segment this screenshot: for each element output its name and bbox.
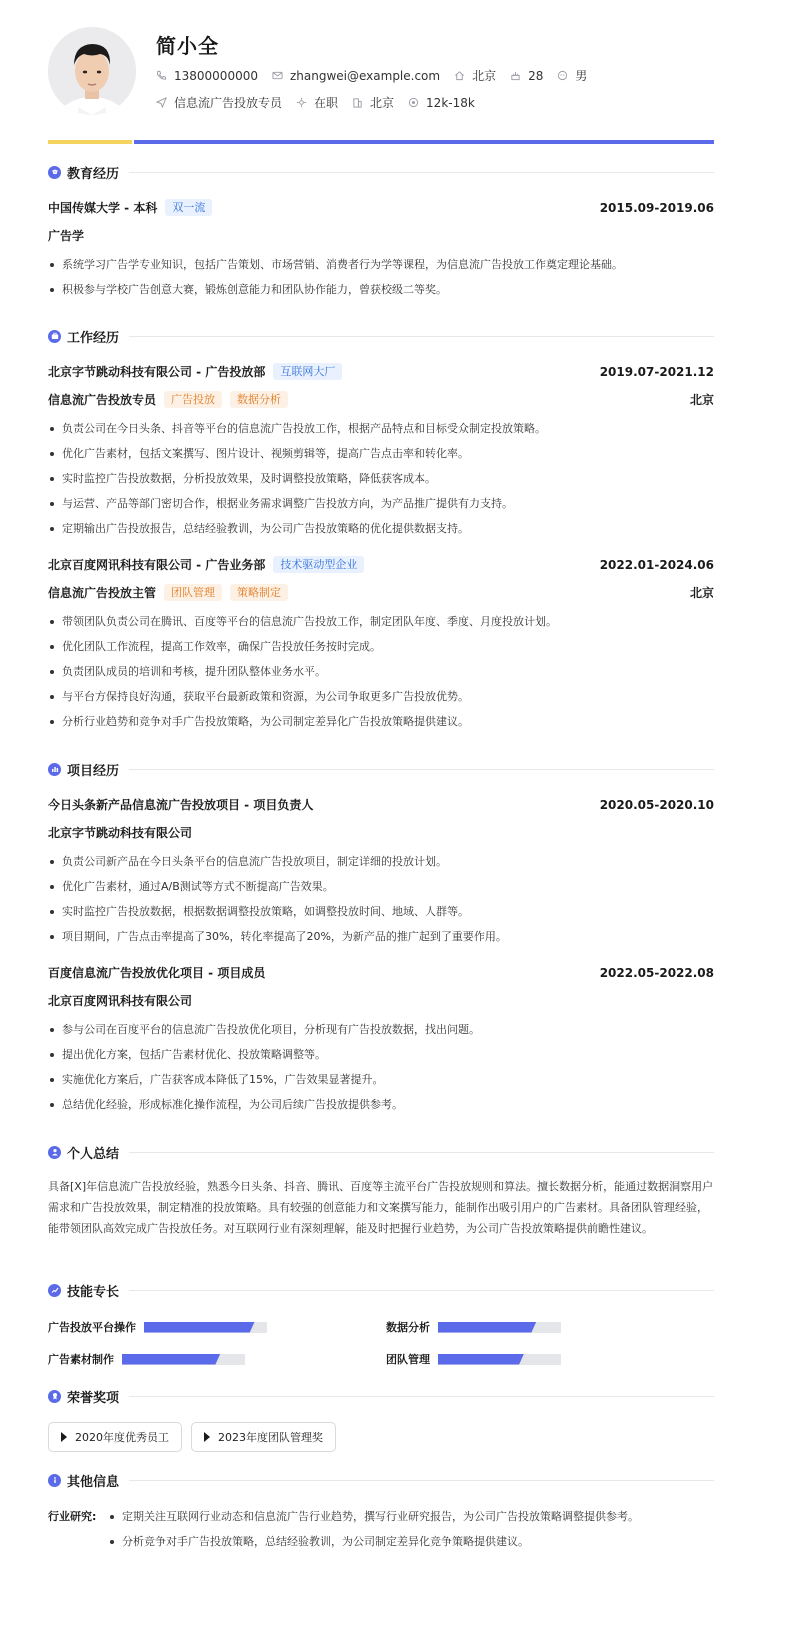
skill-item	[386, 1319, 561, 1335]
skill-fill	[438, 1354, 524, 1365]
section-title: 荣誉奖项	[67, 1390, 120, 1406]
role-tag: 数据分析	[230, 391, 288, 408]
work-bullets-1	[48, 420, 714, 545]
job-intent-row	[156, 94, 489, 111]
list-item: 优化广告素材，通过A/B测试等方式不断提高广告效果。	[48, 878, 714, 903]
school-tag: 双一流	[165, 199, 212, 216]
work-role-1	[48, 391, 714, 408]
age-text: 28	[528, 68, 544, 83]
resume-page	[48, 0, 714, 1638]
skill-name: 广告投放平台操作	[48, 1321, 136, 1334]
role-tag: 策略制定	[230, 584, 288, 601]
list-item: 参与公司在百度平台的信息流广告投放优化项目，分析现有广告投放数据，找出问题。	[48, 1021, 714, 1046]
project-title: 今日头条新产品信息流广告投放项目 - 项目负责人	[48, 798, 314, 812]
mail-icon	[272, 70, 283, 81]
section-title: 个人总结	[67, 1146, 120, 1162]
project-bullets-2	[48, 1021, 714, 1121]
section-skills	[48, 1280, 714, 1300]
section-summary	[48, 1142, 714, 1162]
award-label: 2023年度团队管理奖	[218, 1431, 323, 1444]
section-rule	[129, 1290, 714, 1291]
role-title: 信息流广告投放专员	[48, 393, 157, 407]
section-rule	[129, 172, 714, 173]
gender-text: 男	[575, 69, 588, 83]
list-item: 负责公司在今日头条、抖音等平台的信息流广告投放工作，根据产品特点和目标受众制定投放策略。	[48, 420, 714, 445]
section-education	[48, 162, 714, 182]
project-icon	[48, 763, 61, 776]
project-bullets-1	[48, 853, 714, 953]
project-company-2	[48, 992, 714, 1009]
list-item: 定期输出广告投放报告，总结经验教训，为公司广告投放策略的优化提供数据支持。	[48, 520, 714, 545]
skill-fill	[122, 1354, 220, 1365]
status-item	[296, 94, 338, 111]
project-company: 北京百度网讯科技有限公司	[48, 994, 193, 1008]
list-item: 实时监控广告投放数据，根据数据调整投放策略，如调整投放时间、地域、人群等。	[48, 903, 714, 928]
list-item: 与平台方保持良好沟通，获取平台最新政策和资源，为公司争取更多广告投放优势。	[48, 688, 714, 713]
education-date: 2015.09-2019.06	[599, 200, 714, 215]
other-bullets	[108, 1508, 714, 1558]
section-title: 教育经历	[67, 166, 120, 182]
resume-header	[48, 27, 714, 127]
education-header	[48, 199, 714, 216]
section-awards	[48, 1386, 714, 1406]
contact-row	[156, 67, 601, 84]
award-label: 2020年度优秀员工	[75, 1431, 169, 1444]
skill-name: 团队管理	[386, 1353, 430, 1366]
skill-bar	[438, 1322, 561, 1333]
section-work	[48, 326, 714, 346]
age-item	[510, 69, 543, 83]
list-item: 提出优化方案，包括广告素材优化、投放策略调整等。	[48, 1046, 714, 1071]
email-text: zhangwei@example.com	[289, 68, 441, 83]
list-item: 分析行业趋势和竞争对手广告投放策略，为公司制定差异化广告投放策略提供建议。	[48, 713, 714, 738]
city-text: 北京	[370, 96, 395, 110]
award-icon	[48, 1390, 61, 1403]
summary-text: 具备[X]年信息流广告投放经验，熟悉今日头条、抖音、腾讯、百度等主流平台广告投放规则和算法。擅长数据分析，能通过数据洞察用户需求和广告投放效果，制定精准的投放策略。具有较强的创意能力和文案撰写能力，能制作出吸引用户的广告素材。具备团队管理经验，能带领团队高效完成广告投放任务。对互联网行业有深刻理解，能及时把握行业趋势，为公司广告投放策略提供前瞻性建议。	[48, 1180, 714, 1235]
project-date: 2022.05-2022.08	[599, 965, 714, 980]
company-tag: 互联网大厂	[273, 363, 342, 380]
award-chip	[191, 1422, 336, 1452]
section-rule	[129, 769, 714, 770]
section-rule	[129, 1152, 714, 1153]
skill-bar	[144, 1322, 267, 1333]
skill-bar	[122, 1354, 245, 1365]
list-item: 分析竞争对手广告投放策略，总结经验教训，为公司制定差异化竞争策略提供建议。	[108, 1533, 714, 1558]
company-name: 北京字节跳动科技有限公司 - 广告投放部	[48, 365, 266, 379]
info-icon	[48, 1474, 61, 1487]
header-divider	[48, 140, 714, 144]
role-tag: 广告投放	[164, 391, 222, 408]
skill-fill	[144, 1322, 255, 1333]
skill-item	[48, 1351, 245, 1367]
phone-icon	[156, 70, 167, 81]
list-item: 与运营、产品等部门密切合作，根据业务需求调整广告投放方向，为产品推广提供有力支持。	[48, 495, 714, 520]
education-bullets	[48, 256, 714, 306]
section-other	[48, 1470, 714, 1490]
position-text: 信息流广告投放专员	[174, 96, 283, 110]
work-location: 北京	[689, 586, 714, 600]
candidate-name: 简小全	[156, 34, 219, 58]
section-title: 其他信息	[67, 1474, 120, 1490]
home-item	[454, 67, 496, 84]
major: 广告学	[48, 229, 85, 243]
phone-text: 13800000000	[174, 68, 258, 83]
company-name: 北京百度网讯科技有限公司 - 广告业务部	[48, 558, 266, 572]
role-title: 信息流广告投放主管	[48, 586, 157, 600]
section-rule	[129, 336, 714, 337]
work-header-1	[48, 363, 714, 380]
send-icon	[156, 97, 167, 108]
company-tag: 技术驱动型企业	[273, 556, 364, 573]
skill-name: 数据分析	[386, 1321, 430, 1334]
gender-item	[557, 67, 587, 84]
work-date: 2019.07-2021.12	[599, 364, 714, 379]
status-text: 在职	[314, 96, 339, 110]
section-rule	[129, 1480, 714, 1481]
project-company: 北京字节跳动科技有限公司	[48, 826, 193, 840]
person-icon	[48, 1146, 61, 1159]
list-item: 系统学习广告学专业知识，包括广告策划、市场营销、消费者行为学等课程，为信息流广告投放工作奠定理论基础。	[48, 256, 714, 281]
divider-blue	[134, 140, 714, 144]
work-date: 2022.01-2024.06	[599, 557, 714, 572]
project-header-2	[48, 964, 714, 981]
section-projects	[48, 759, 714, 779]
section-title: 项目经历	[67, 763, 120, 779]
section-title: 技能专长	[67, 1284, 120, 1300]
city-item	[352, 94, 394, 111]
gender-icon	[557, 70, 568, 81]
list-item: 实施优化方案后，广告获客成本降低了15%，广告效果显著提升。	[48, 1071, 714, 1096]
email-item	[272, 69, 440, 83]
project-header-1	[48, 796, 714, 813]
role-tag: 团队管理	[164, 584, 222, 601]
project-title: 百度信息流广告投放优化项目 - 项目成员	[48, 966, 266, 980]
salary-text: 12k-18k	[426, 95, 475, 110]
avatar	[48, 27, 136, 115]
skill-name: 广告素材制作	[48, 1353, 114, 1366]
section-title: 工作经历	[67, 330, 120, 346]
building-icon	[352, 97, 363, 108]
list-item: 总结优化经验，形成标准化操作流程，为公司后续广告投放提供参考。	[48, 1096, 714, 1121]
divider-yellow	[48, 140, 132, 144]
list-item: 积极参与学校广告创意大赛，锻炼创意能力和团队协作能力，曾获校级二等奖。	[48, 281, 714, 306]
work-role-2	[48, 584, 714, 601]
list-item: 定期关注互联网行业动态和信息流广告行业趋势，撰写行业研究报告，为公司广告投放策略调整提供参考。	[108, 1508, 714, 1533]
list-item: 优化团队工作流程，提高工作效率，确保广告投放任务按时完成。	[48, 638, 714, 663]
play-icon	[61, 1432, 67, 1442]
cake-icon	[510, 70, 521, 81]
salary-item	[408, 96, 475, 110]
skill-item	[48, 1319, 267, 1335]
project-company-1	[48, 824, 714, 841]
skills-icon	[48, 1284, 61, 1297]
phone-item	[156, 69, 258, 83]
salary-icon	[408, 97, 419, 108]
skill-item	[386, 1351, 561, 1367]
education-major-row	[48, 227, 714, 244]
work-bullets-2	[48, 613, 714, 738]
list-item: 负责团队成员的培训和考核，提升团队整体业务水平。	[48, 663, 714, 688]
status-icon	[296, 97, 307, 108]
skill-bar	[438, 1354, 561, 1365]
section-rule	[129, 1396, 714, 1397]
list-item: 实时监控广告投放数据，分析投放效果，及时调整投放策略，降低获客成本。	[48, 470, 714, 495]
list-item: 带领团队负责公司在腾讯、百度等平台的信息流广告投放工作，制定团队年度、季度、月度投放计划。	[48, 613, 714, 638]
work-location: 北京	[689, 393, 714, 407]
home-icon	[454, 70, 465, 81]
education-icon	[48, 166, 61, 179]
list-item: 负责公司新产品在今日头条平台的信息流广告投放项目，制定详细的投放计划。	[48, 853, 714, 878]
project-date: 2020.05-2020.10	[599, 797, 714, 812]
other-label: 行业研究:	[48, 1510, 97, 1523]
home-text: 北京	[472, 69, 497, 83]
list-item: 项目期间，广告点击率提高了30%，转化率提高了20%，为新产品的推广起到了重要作用。	[48, 928, 714, 953]
skill-fill	[438, 1322, 536, 1333]
work-header-2	[48, 556, 714, 573]
school-name: 中国传媒大学 - 本科	[48, 201, 158, 215]
briefcase-icon	[48, 330, 61, 343]
list-item: 优化广告素材，包括文案撰写、图片设计、视频剪辑等，提高广告点击率和转化率。	[48, 445, 714, 470]
position-item	[156, 94, 282, 111]
award-chip	[48, 1422, 182, 1452]
play-icon	[204, 1432, 210, 1442]
